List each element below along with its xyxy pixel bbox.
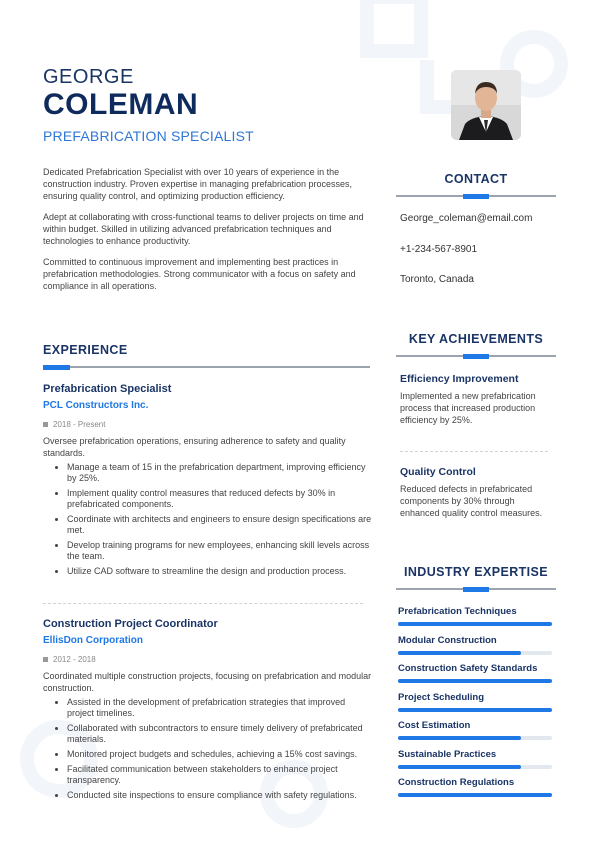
list-item: Develop training programs for new employees, enhancing skill levels across the team. [67, 540, 373, 562]
skill-bar-fill [398, 708, 552, 712]
summary-paragraph: Committed to continuous improvement and implementing best practices in prefabrication methodologies. Strong communicator with a focus on safety and compliance in all operations. [43, 257, 356, 291]
job-title: PREFABRICATION SPECIALIST [43, 128, 254, 144]
skill-bar-track [398, 651, 552, 655]
profile-photo [451, 70, 521, 140]
job-entry [43, 383, 373, 581]
achievement-item [400, 373, 555, 426]
job-entry-description: Coordinated multiple construction projects, focusing on prefabrication and modular construction. [43, 671, 372, 693]
section-accent-bar [463, 587, 489, 592]
summary-paragraph: Dedicated Prefabrication Specialist with over 10 years of experience in the construction industry. Proven expertise in managing prefabrication processes, ensuring quality control, and optimizing production efficiency. [43, 167, 352, 201]
section-divider [43, 366, 370, 368]
job-entry-company: PCL Constructors Inc. [43, 400, 149, 411]
section-accent-bar [43, 365, 70, 370]
calendar-icon [43, 422, 48, 427]
contact-heading: CONTACT [444, 172, 508, 186]
watermark-shape [360, 0, 428, 58]
entry-divider [400, 451, 548, 452]
achievement-title: Quality Control [400, 466, 476, 478]
last-name: COLEMAN [43, 88, 199, 121]
contact-phone[interactable]: +1-234-567-8901 [400, 244, 478, 255]
job-entry-bullets [43, 462, 373, 577]
skill-bar-track [398, 622, 552, 626]
job-entry-title: Prefabrication Specialist [43, 383, 172, 395]
achievement-text: Implemented a new prefabrication process that increased production efficiency by 25%. [400, 391, 536, 425]
contact-email[interactable]: George_coleman@email.com [400, 213, 533, 224]
skill-bar-fill [398, 736, 521, 740]
list-item: Collaborated with subcontractors to ensure timely delivery of prefabricated materials. [67, 723, 373, 745]
achievement-title: Efficiency Improvement [400, 373, 519, 385]
skill-bar-fill [398, 679, 552, 683]
person-portrait-icon [451, 70, 521, 140]
list-item: Assisted in the development of prefabrication strategies that improved project timelines. [67, 697, 373, 719]
first-name: GEORGE [43, 66, 134, 88]
list-item: Implement quality control measures that reduced defects by 30% in prefabricated components. [67, 488, 373, 510]
achievements-heading: KEY ACHIEVEMENTS [408, 332, 544, 346]
list-item: Manage a team of 15 in the prefabrication department, improving efficiency by 25%. [67, 462, 373, 484]
skill-name: Prefabrication Techniques [398, 606, 517, 617]
contact-location: Toronto, Canada [400, 274, 474, 285]
job-entry-dates-text: 2012 - 2018 [53, 655, 96, 664]
job-entry-title: Construction Project Coordinator [43, 618, 218, 630]
skill-bar-fill [398, 651, 521, 655]
skill-name: Modular Construction [398, 634, 497, 646]
summary-paragraph: Adept at collaborating with cross-functional teams to deliver projects on time and within budget. Skilled in utilizing advanced prefabrication techniques and technologies to enhance productivity. [43, 212, 364, 246]
skill-bar-fill [398, 622, 552, 626]
achievement-item [400, 466, 555, 519]
skill-name: Construction Regulations [398, 777, 515, 788]
skill-name: Sustainable Practices [398, 748, 497, 760]
skill-bar-fill [398, 765, 521, 769]
skill-name: Construction Safety Standards [398, 663, 538, 674]
list-item: Coordinate with architects and engineers to ensure design specifications are met. [67, 514, 372, 535]
entry-divider [43, 603, 363, 604]
skill-bar-track [398, 708, 552, 712]
expertise-heading: INDUSTRY EXPERTISE [403, 565, 549, 579]
skill-name: Cost Estimation [398, 720, 471, 731]
job-entry-company: EllisDon Corporation [43, 635, 143, 646]
job-entry-dates [43, 655, 373, 664]
job-entry-dates-text: 2018 - Present [53, 420, 106, 429]
skill-bar-track [398, 765, 552, 769]
list-item: Conducted site inspections to ensure compliance with safety regulations. [67, 790, 373, 801]
skill-bar-track [398, 793, 552, 797]
experience-heading: EXPERIENCE [43, 343, 128, 357]
section-accent-bar [463, 354, 489, 359]
profile-summary [43, 166, 371, 301]
achievement-text: Reduced defects in prefabricated components by 30% through enhanced quality control measures. [400, 484, 543, 518]
skill-name: Project Scheduling [398, 691, 485, 703]
section-accent-bar [463, 194, 489, 199]
job-entry-dates [43, 420, 373, 429]
skill-bar-track [398, 679, 552, 683]
skill-bar-track [398, 736, 552, 740]
job-entry [43, 618, 373, 805]
calendar-icon [43, 657, 48, 662]
list-item: Monitored project budgets and schedules, achieving a 15% cost savings. [67, 749, 373, 760]
list-item: Facilitated communication between stakeholders to enhance project transparency. [67, 764, 373, 786]
skill-bar-fill [398, 793, 552, 797]
job-entry-description: Oversee prefabrication operations, ensuring adherence to safety and quality standards. [43, 436, 346, 458]
job-entry-bullets [43, 697, 373, 801]
list-item: Utilize CAD software to streamline the design and production process. [67, 566, 373, 577]
